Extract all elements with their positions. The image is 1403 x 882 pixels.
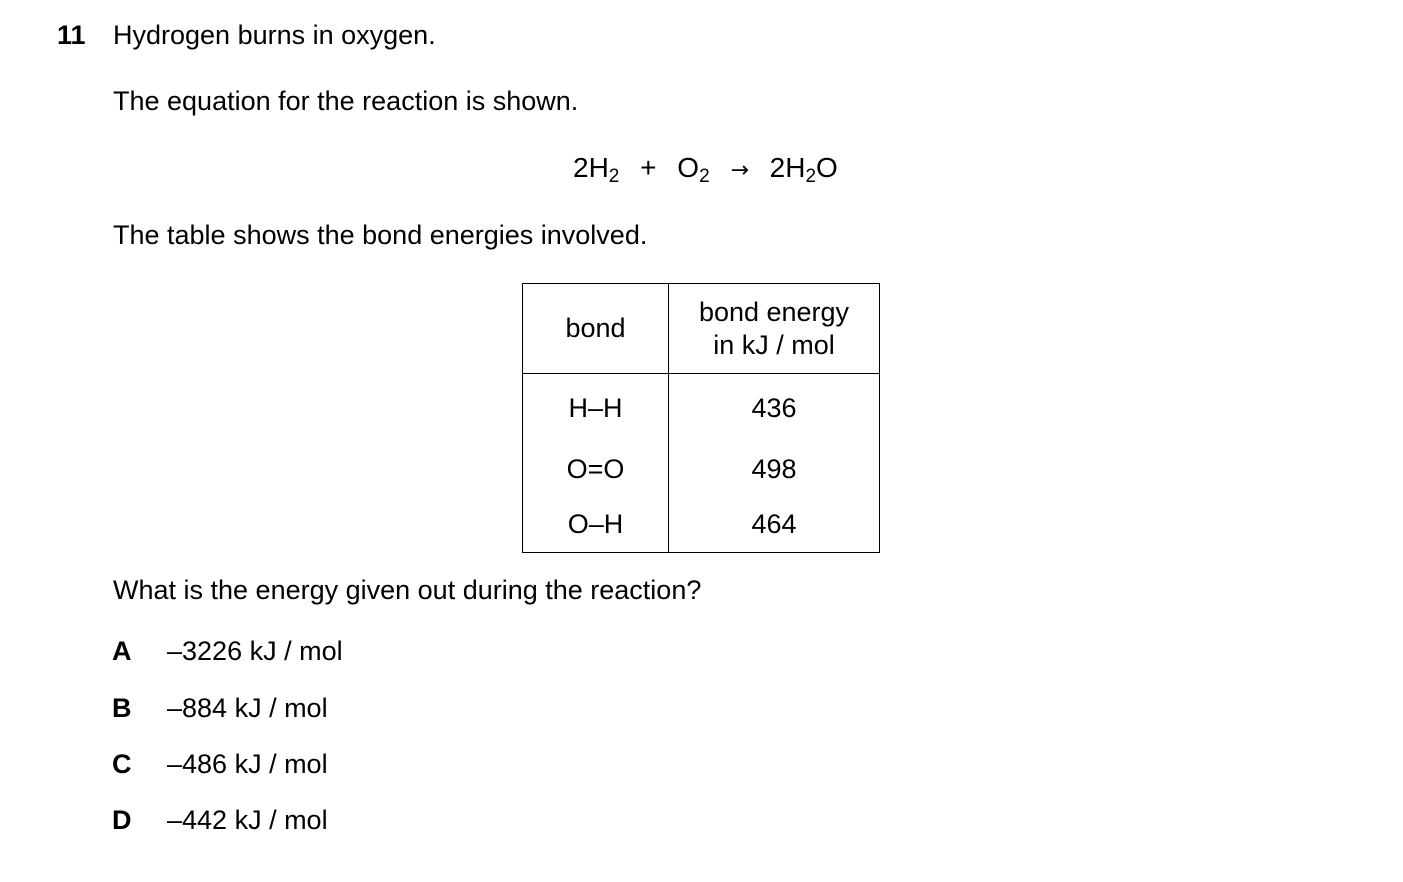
option-text: –3226 kJ / mol [167,636,343,666]
question-stem: Hydrogen burns in oxygen. [113,20,436,50]
table-row [523,442,880,496]
bond-cell: O–H [523,496,669,553]
chemical-equation [573,150,838,189]
header-bond: bond [523,284,669,374]
reaction-arrow-icon: → [730,158,749,183]
option-c[interactable] [112,747,328,781]
bond-cell: O=O [523,442,669,496]
equation-intro: The equation for the reaction is shown. [113,86,579,116]
option-letter: B [112,693,132,723]
energy-cell: 498 [669,442,880,496]
table-row [523,374,880,443]
option-d[interactable] [112,803,328,837]
question-number: 11 [57,20,86,50]
table-header-row [523,284,880,374]
option-letter: A [112,636,132,666]
reactant-hydrogen: $2H_2$ [573,152,620,187]
question-prompt: What is the energy given out during the reaction? [113,575,702,605]
option-b[interactable] [112,691,328,725]
reactant-oxygen: $O_2$ [677,152,710,187]
option-text: –442 kJ / mol [167,805,328,835]
plus-sign: + [640,152,657,183]
product-water: $2H_2O$ [769,152,838,187]
table-intro: The table shows the bond energies involved. [113,220,648,250]
bond-energy-table [522,283,880,553]
option-a[interactable] [112,634,343,668]
energy-cell: 436 [669,374,880,443]
energy-cell: 464 [669,496,880,553]
table-row [523,496,880,553]
bond-cell: H–H [523,374,669,443]
option-letter: D [112,805,132,835]
option-letter: C [112,749,132,779]
option-text: –884 kJ / mol [167,693,328,723]
option-text: –486 kJ / mol [167,749,328,779]
header-bond-energy: bond energy in kJ / mol [669,284,880,374]
